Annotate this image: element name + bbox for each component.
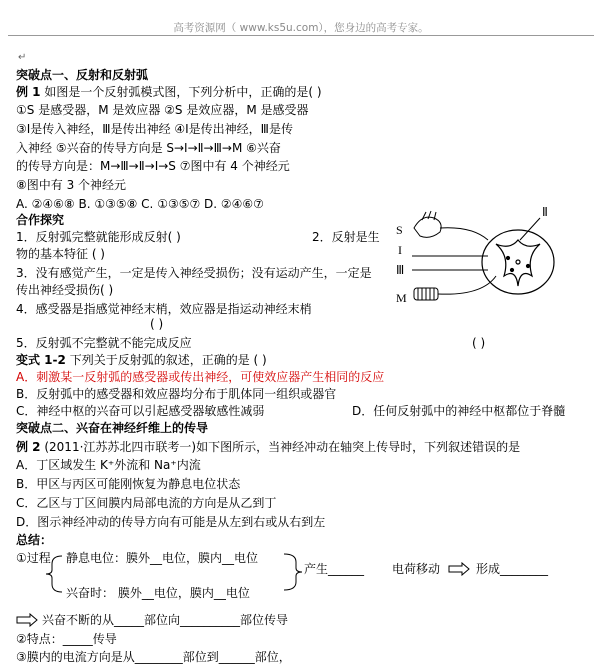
- summary-feature: ②特点：_____传导: [16, 632, 117, 646]
- page-header: 高考资源网（ www.ks5u.com），您身边的高考专家。: [173, 22, 429, 34]
- coop-q5: 5．反射弧不完整就不能完成反应: [16, 336, 192, 350]
- summary-produce: 产生______: [304, 562, 365, 576]
- ex2-option-a: A．丁区域发生 K⁺外流和 Na⁺内流: [16, 458, 201, 472]
- variant-option-d: D．任何反射弧中的神经中枢都位于脊髓: [352, 404, 566, 418]
- summary-current-direction: ③膜内的电流方向是从________部位到______部位，: [16, 650, 291, 664]
- coop-q5-paren: ( ): [472, 336, 486, 350]
- variant-stem: 下列关于反射弧的叙述，正确的是 ( ): [69, 353, 267, 367]
- variant-option-a: A．刺激某一反射弧的感受器或传出神经，可使效应器产生相同的反应: [16, 370, 385, 384]
- label-ii: Ⅱ: [542, 205, 548, 219]
- ex1-option: ⑧图中有 3 个神经元: [16, 178, 127, 192]
- receptor-icon: [414, 211, 441, 237]
- summary-title: 总结：: [16, 533, 53, 547]
- section2-title: 突破点二、兴奋在神经纤维上的传导: [16, 421, 209, 435]
- ex2-line: [16, 440, 520, 454]
- label-i: I: [398, 243, 402, 257]
- summary-conduction: 兴奋不断的从_____部位向__________部位传导: [42, 613, 289, 627]
- summary-resting: 静息电位：膜外__电位，膜内__电位: [66, 551, 259, 565]
- ex1-option: 入神经 ⑤兴奋的传导方向是 S→Ⅰ→Ⅱ→Ⅲ→M ⑥兴奋: [16, 141, 281, 155]
- ex1-choices: A. ②④⑥⑧ B. ①③⑤⑧ C. ①③⑤⑦ D. ②④⑥⑦: [16, 197, 264, 211]
- section1-title: 突破点一、反射和反射弧: [16, 68, 149, 82]
- ex1-option: 的传导方向是：M→Ⅲ→Ⅱ→Ⅰ→S ⑦图中有 4 个神经元: [16, 159, 290, 173]
- ex1-option: ①S 是感受器，M 是效应器 ②S 是效应器，M 是感受器: [16, 103, 309, 117]
- coop-q2: 物的基本特征 ( ): [16, 247, 105, 261]
- summary-form: 形成________: [476, 562, 549, 576]
- variant-line: [16, 353, 267, 367]
- coop-q1: 1．反射弧完整就能形成反射( ): [16, 230, 181, 244]
- ex2-stem: (2011·江苏苏北四市联考一)如下图所示，当神经冲动在轴突上传导时，下列叙述错误的是: [44, 440, 521, 454]
- coop-q3: 3．没有感觉产生，一定是传入神经受损伤；没有运动产生，一定是: [16, 266, 372, 280]
- label-m: M: [396, 291, 407, 305]
- ex2-option-b: B．甲区与丙区可能刚恢复为静息电位状态: [16, 477, 241, 491]
- ex2-option-c: C．乙区与丁区间膜内局部电流的方向是从乙到丁: [16, 496, 277, 510]
- header-rule: [8, 35, 594, 36]
- variant-label: 变式 1-2: [16, 353, 66, 367]
- ex1-label: 例 1: [16, 85, 41, 99]
- arrow-icon: [16, 613, 38, 627]
- summary-process-label: ①过程: [16, 551, 51, 565]
- ex2-option-d: D．图示神经冲动的传导方向有可能是从左到右或从右到左: [16, 515, 326, 529]
- summary-excite: 兴奋时： 膜外__电位，膜内__电位: [66, 586, 250, 600]
- ex2-label: 例 2: [16, 440, 41, 454]
- arrow-icon: [448, 562, 470, 576]
- ex1-stem: 如图是一个反射弧模式图，下列分析中，正确的是( ): [44, 85, 322, 99]
- coop-q3b: 传出神经受损伤( ): [16, 283, 114, 297]
- summary-charge: 电荷移动: [392, 562, 441, 576]
- reflex-arc-diagram: [392, 196, 588, 326]
- return-mark: ↵: [18, 52, 27, 63]
- nerve-fibers: [412, 218, 540, 294]
- variant-option-b: B．反射弧中的感受器和效应器均分布于肌体同一组织或器官: [16, 387, 337, 401]
- effector-icon: [414, 288, 438, 300]
- label-iii: Ⅲ: [396, 263, 405, 277]
- label-s: S: [396, 223, 403, 237]
- coop-q2-start: 2．反射是生: [312, 230, 380, 244]
- variant-option-c: C．神经中枢的兴奋可以引起感受器敏感性减弱: [16, 404, 265, 418]
- coop-title: 合作探究: [16, 213, 65, 227]
- ex1-line: [16, 85, 322, 99]
- spinal-cord-icon: [482, 230, 554, 294]
- coop-q4-paren: ( ): [150, 317, 164, 331]
- coop-q4: 4．感受器是指感觉神经末梢，效应器是指运动神经末梢: [16, 302, 312, 316]
- ex1-option: ③Ⅰ是传入神经，Ⅲ是传出神经 ④Ⅰ是传出神经，Ⅲ是传: [16, 122, 293, 136]
